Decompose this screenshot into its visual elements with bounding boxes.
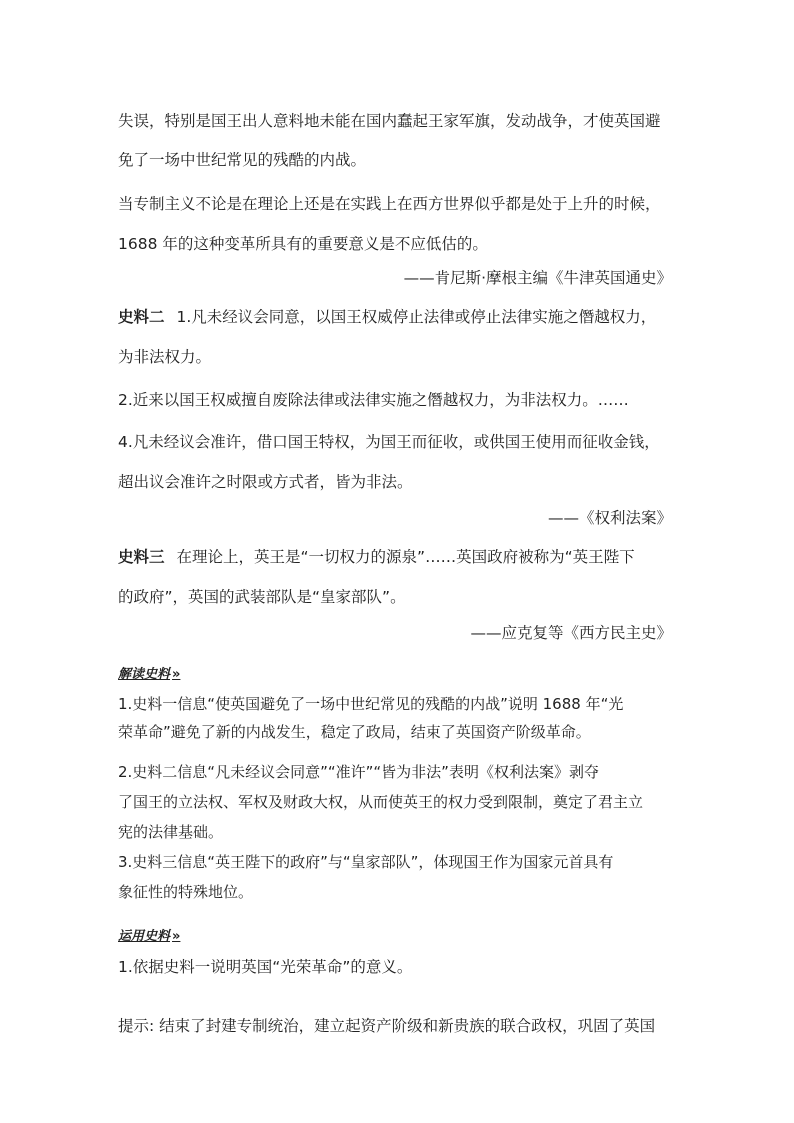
source3-first-line (118, 547, 678, 567)
interpret-line-6: 3.史料三信息“英王陛下的政府”与“皇家部队”，体现国王作为国家元首具有 (118, 853, 614, 871)
source1-line-4: 1688 年的这种变革所具有的重要意义是不应低估的。 (118, 235, 488, 253)
interpret-line-5: 宪的法律基础。 (118, 823, 224, 841)
apply-heading (118, 925, 180, 944)
source1-line-2: 免了一场中世纪常见的残酷的内战。 (118, 151, 367, 169)
source2-label: 史料二 (118, 308, 165, 326)
apply-heading-text: 运用史料 (118, 929, 171, 944)
source3-label: 史料三 (118, 548, 165, 566)
source2-line-2: 为非法权力。 (118, 348, 212, 366)
source3-line-1: 在理论上，英王是“一切权力的源泉”……英国政府被称为“英王陛下 (176, 548, 635, 566)
source2-first-line (118, 307, 678, 327)
source1-line-1: 失误，特别是国王出人意料地未能在国内蠢起王家军旗，发动战争，才使英国避 (118, 112, 661, 130)
source3-citation: ——应克复等《西方民主史》 (470, 624, 672, 642)
interpret-line-3: 2.史料二信息“凡未经议会同意”“准许”“皆为非法”表明《权利法案》剥夺 (118, 763, 599, 781)
double-chevron-icon: » (172, 929, 181, 944)
source2-line-5: 超出议会准许之时限或方式者，皆为非法。 (118, 473, 413, 491)
source1-citation: ——肯尼斯·摩根主编《牛津英国通史》 (403, 269, 672, 287)
source2-citation: ——《权利法案》 (547, 509, 672, 527)
interpret-line-1: 1.史料一信息“使英国避免了一场中世纪常见的残酷的内战”说明 1688 年“光 (118, 695, 624, 713)
interpret-line-7: 象征性的特殊地位。 (118, 883, 254, 901)
apply-line-2: 提示: 结束了封建专制统治，建立起资产阶级和新贵族的联合政权，巩固了英国 (118, 1017, 656, 1035)
interpret-line-2: 荣革命”避免了新的内战发生，稳定了政局，结束了英国资产阶级革命。 (118, 723, 591, 741)
interpret-line-4: 了国王的立法权、军权及财政大权，从而使英王的权力受到限制，奠定了君主立 (118, 793, 644, 811)
interpret-heading-text: 解读史料 (118, 667, 171, 682)
double-chevron-icon: » (172, 667, 181, 682)
interpret-heading (118, 663, 180, 682)
source2-line-3: 2.近来以国王权威擅自废除法律或法律实施之僭越权力，为非法权力。…… (118, 391, 629, 409)
source2-line-4: 4.凡未经议会准许，借口国王特权，为国王而征收，或供国王使用而征收金钱， (118, 433, 660, 451)
apply-line-1: 1.依据史料一说明英国“光荣革命”的意义。 (118, 958, 413, 976)
source1-line-3: 当专制主义不论是在理论上还是在实践上在西方世界似乎都是处于上升的时候， (118, 195, 661, 213)
source3-line-2: 的政府”，英国的武装部队是“皇家部队”。 (118, 588, 406, 606)
source2-line-1: 1.凡未经议会同意，以国王权威停止法律或停止法律实施之僭越权力， (176, 308, 657, 326)
